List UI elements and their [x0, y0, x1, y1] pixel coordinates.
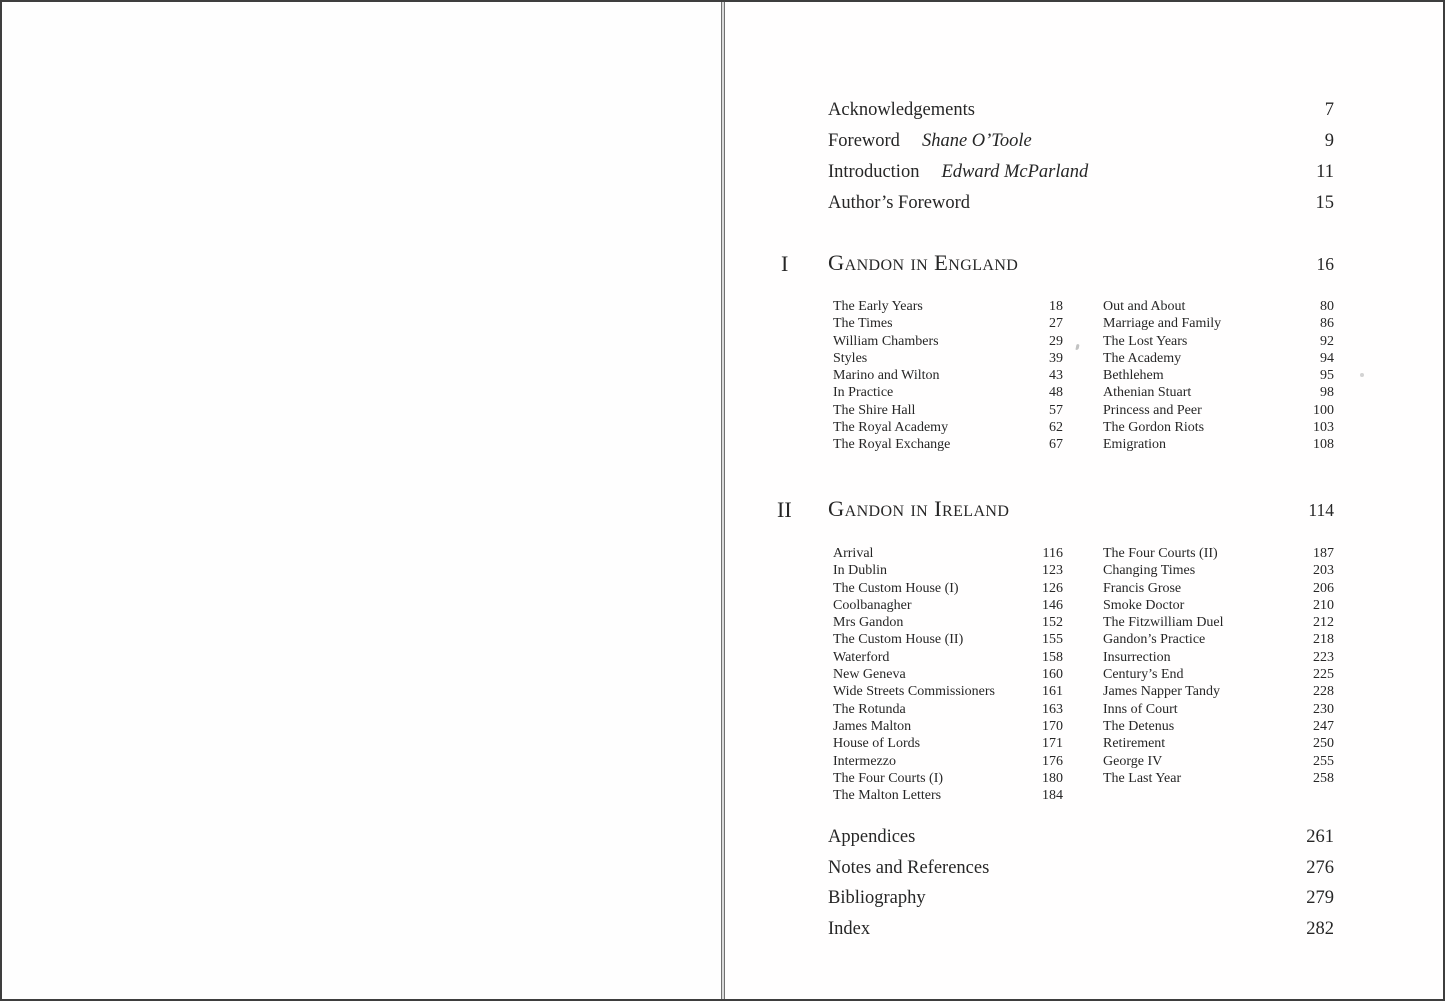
entry-label: Notes and References: [828, 857, 990, 878]
toc-entry: [833, 597, 1063, 614]
chapter-page-number: 94: [1320, 350, 1334, 366]
toc-entry: [1103, 545, 1334, 562]
toc-entry: [1103, 333, 1334, 350]
toc-entry: [833, 683, 1063, 700]
chapter-title: Emigration: [1103, 437, 1166, 453]
chapter-title: The Shire Hall: [833, 402, 916, 418]
chapter-title: Princess and Peer: [1103, 402, 1202, 418]
section-page-number: 114: [1308, 500, 1334, 520]
chapter-title: The Malton Letters: [833, 788, 942, 804]
toc-entry: [1103, 666, 1334, 683]
chapter-title: The Custom House (II): [833, 632, 964, 648]
section-2-left-column: [833, 545, 1063, 804]
chapter-title: Athenian Stuart: [1103, 385, 1192, 401]
toc-entry: [1103, 735, 1334, 752]
chapter-page-number: 210: [1313, 597, 1334, 613]
toc-entry: [1103, 631, 1334, 648]
chapter-page-number: 62: [1049, 420, 1063, 436]
chapter-page-number: 95: [1320, 368, 1334, 384]
chapter-title: Retirement: [1103, 736, 1166, 752]
toc-entry-index: [828, 919, 1334, 950]
chapter-page-number: 258: [1313, 770, 1334, 786]
entry-label: Bibliography: [828, 888, 926, 909]
toc-entry: [833, 402, 1063, 419]
chapter-page-number: 184: [1042, 788, 1063, 804]
chapter-page-number: 187: [1313, 546, 1334, 561]
toc-entry: [833, 580, 1063, 597]
chapter-page-number: 67: [1049, 437, 1063, 453]
section-page-number: 16: [1316, 254, 1334, 274]
chapter-title: Gandon’s Practice: [1103, 632, 1206, 648]
chapter-title: House of Lords: [833, 736, 921, 752]
chapter-title: The Lost Years: [1103, 333, 1188, 349]
chapter-page-number: 203: [1313, 563, 1334, 579]
chapter-page-number: 80: [1320, 299, 1334, 314]
section-numeral: II: [777, 497, 792, 522]
chapter-title: Waterford: [833, 649, 890, 665]
toc-entry: [833, 384, 1063, 401]
chapter-page-number: 250: [1313, 736, 1334, 752]
toc-entry: [833, 649, 1063, 666]
section-2-right-column: [1103, 545, 1334, 787]
chapter-page-number: 146: [1042, 597, 1063, 613]
section-1-right-column: [1103, 298, 1334, 454]
entry-label: Foreword Shane O’Toole: [828, 131, 1032, 151]
entry-page-number: 9: [1324, 131, 1334, 151]
chapter-title: The Early Years: [833, 299, 923, 314]
chapter-title: Changing Times: [1103, 563, 1196, 579]
chapter-title: The Last Year: [1103, 770, 1182, 786]
chapter-title: The Four Courts (I): [833, 770, 944, 786]
entry-page-number: 279: [1306, 888, 1334, 909]
chapter-title: The Four Courts (II): [1103, 546, 1218, 561]
chapter-title: Arrival: [833, 546, 874, 561]
toc-entry: [833, 787, 1063, 804]
chapter-page-number: 108: [1313, 437, 1334, 453]
contributor-name: Edward McParland: [941, 162, 1089, 182]
chapter-title: William Chambers: [833, 333, 939, 349]
page-gutter-divider: [721, 0, 725, 1001]
toc-entry: [1103, 402, 1334, 419]
entry-label: Acknowledgements: [828, 100, 975, 120]
blank-left-page: [2, 2, 721, 999]
chapter-title: In Dublin: [833, 563, 888, 579]
toc-entry-acknowledgements: [828, 100, 1334, 131]
chapter-title: Insurrection: [1103, 649, 1171, 665]
chapter-page-number: 103: [1313, 420, 1334, 436]
toc-entry: [833, 562, 1063, 579]
toc-entry: [833, 753, 1063, 770]
chapter-title: The Royal Academy: [833, 420, 949, 436]
chapter-title: James Napper Tandy: [1103, 684, 1220, 700]
section-heading: [828, 248, 1334, 278]
chapter-page-number: 155: [1042, 632, 1063, 648]
chapter-page-number: 218: [1313, 632, 1334, 648]
chapter-title: The Detenus: [1103, 718, 1175, 734]
chapter-title: Marino and Wilton: [833, 368, 940, 384]
toc-entry: [1103, 753, 1334, 770]
chapter-page-number: 39: [1049, 350, 1063, 366]
chapter-page-number: 27: [1049, 316, 1063, 332]
toc-entry: [1103, 419, 1334, 436]
chapter-title: Bethlehem: [1103, 368, 1164, 384]
chapter-title: The Gordon Riots: [1103, 420, 1205, 436]
front-matter-list: [828, 100, 1334, 224]
toc-entry: [1103, 718, 1334, 735]
toc-entry: [1103, 580, 1334, 597]
toc-entry-bibliography: [828, 888, 1334, 919]
chapter-title: James Malton: [833, 718, 912, 734]
section-heading: [828, 494, 1334, 524]
chapter-title: Inns of Court: [1103, 701, 1178, 717]
chapter-page-number: 29: [1049, 333, 1063, 349]
chapter-page-number: 18: [1049, 299, 1063, 314]
toc-entry-notes-and-references: [828, 858, 1334, 889]
chapter-title: New Geneva: [833, 667, 906, 683]
chapter-page-number: 212: [1313, 615, 1334, 631]
toc-entry: [1103, 350, 1334, 367]
section-title: Gandon in Ireland: [828, 496, 1010, 521]
toc-entry: [833, 350, 1063, 367]
chapter-title: The Custom House (I): [833, 580, 959, 596]
toc-entry: [833, 666, 1063, 683]
toc-entry: [1103, 298, 1334, 315]
toc-entry: [833, 614, 1063, 631]
section-1-left-column: [833, 298, 1063, 454]
entry-page-number: 261: [1306, 827, 1334, 847]
toc-entry: [833, 701, 1063, 718]
chapter-title: In Practice: [833, 385, 894, 401]
chapter-title: Mrs Gandon: [833, 615, 904, 631]
chapter-page-number: 43: [1049, 368, 1063, 384]
chapter-page-number: 176: [1042, 753, 1063, 769]
toc-entry: [1103, 597, 1334, 614]
toc-entry: [833, 545, 1063, 562]
toc-entry: [833, 735, 1063, 752]
chapter-title: Styles: [833, 350, 868, 366]
chapter-page-number: 230: [1313, 701, 1334, 717]
chapter-title: The Fitzwilliam Duel: [1103, 615, 1224, 631]
scan-artifact: [1360, 373, 1364, 377]
chapter-page-number: 255: [1313, 753, 1334, 769]
toc-entry: [1103, 770, 1334, 787]
chapter-page-number: 57: [1049, 402, 1063, 418]
toc-entry: [833, 333, 1063, 350]
toc-entry: [1103, 562, 1334, 579]
chapter-title: The Times: [833, 316, 893, 332]
chapter-page-number: 160: [1042, 667, 1063, 683]
chapter-page-number: 92: [1320, 333, 1334, 349]
chapter-page-number: 170: [1042, 718, 1063, 734]
chapter-page-number: 206: [1313, 580, 1334, 596]
toc-entry: [833, 631, 1063, 648]
chapter-page-number: 158: [1042, 649, 1063, 665]
chapter-page-number: 123: [1042, 563, 1063, 579]
chapter-page-number: 86: [1320, 316, 1334, 332]
entry-page-number: 7: [1324, 100, 1334, 120]
chapter-title: Coolbanagher: [833, 597, 912, 613]
chapter-title: The Royal Exchange: [833, 437, 951, 453]
entry-label: Index: [828, 919, 871, 940]
toc-entry: [1103, 384, 1334, 401]
toc-entry-appendices: [828, 827, 1334, 858]
toc-entry: [833, 298, 1063, 315]
entry-page-number: 11: [1316, 162, 1334, 182]
chapter-title: Wide Streets Commissioners: [833, 684, 995, 700]
chapter-title: Out and About: [1103, 299, 1186, 314]
chapter-page-number: 48: [1049, 385, 1063, 401]
toc-entry: [833, 770, 1063, 787]
toc-entry: [833, 367, 1063, 384]
toc-entry: [833, 419, 1063, 436]
chapter-page-number: 100: [1313, 402, 1334, 418]
chapter-page-number: 171: [1042, 736, 1063, 752]
toc-entry: [833, 718, 1063, 735]
chapter-title: Francis Grose: [1103, 580, 1182, 596]
chapter-title: The Rotunda: [833, 701, 906, 717]
entry-label: Author’s Foreword: [828, 193, 970, 213]
entry-page-number: 282: [1306, 919, 1334, 940]
toc-entry: [1103, 367, 1334, 384]
chapter-page-number: 152: [1042, 615, 1063, 631]
chapter-page-number: 98: [1320, 385, 1334, 401]
back-matter-list: [828, 827, 1334, 950]
chapter-page-number: 180: [1042, 770, 1063, 786]
entry-label: Appendices: [828, 827, 916, 847]
chapter-page-number: 116: [1042, 546, 1063, 561]
entry-page-number: 15: [1315, 193, 1334, 213]
chapter-title: George IV: [1103, 753, 1163, 769]
contributor-name: Shane O’Toole: [921, 131, 1032, 151]
chapter-page-number: 161: [1042, 684, 1063, 700]
toc-entry-foreword: [828, 131, 1334, 162]
chapter-title: Century’s End: [1103, 667, 1184, 683]
entry-page-number: 276: [1306, 857, 1334, 878]
toc-entry: [1103, 683, 1334, 700]
chapter-page-number: 225: [1313, 667, 1334, 683]
chapter-page-number: 126: [1042, 580, 1063, 596]
toc-entry: [833, 436, 1063, 453]
chapter-title: Intermezzo: [833, 753, 896, 769]
toc-entry: [1103, 701, 1334, 718]
chapter-title: Marriage and Family: [1103, 316, 1222, 332]
chapter-page-number: 247: [1313, 718, 1334, 734]
toc-entry: [1103, 436, 1334, 453]
toc-entry: [1103, 614, 1334, 631]
chapter-title: Smoke Doctor: [1103, 597, 1185, 613]
section-numeral: I: [781, 251, 789, 276]
chapter-page-number: 228: [1313, 684, 1334, 700]
chapter-page-number: 163: [1042, 701, 1063, 717]
toc-entry-introduction: [828, 162, 1334, 193]
entry-label: Introduction Edward McParland: [828, 162, 1089, 182]
chapter-title: The Academy: [1103, 350, 1182, 366]
toc-entry: [1103, 649, 1334, 666]
chapter-page-number: 223: [1313, 649, 1334, 665]
toc-entry-authors-foreword: [828, 193, 1334, 224]
section-title: Gandon in England: [828, 250, 1019, 275]
toc-entry: [833, 315, 1063, 332]
toc-entry: [1103, 315, 1334, 332]
